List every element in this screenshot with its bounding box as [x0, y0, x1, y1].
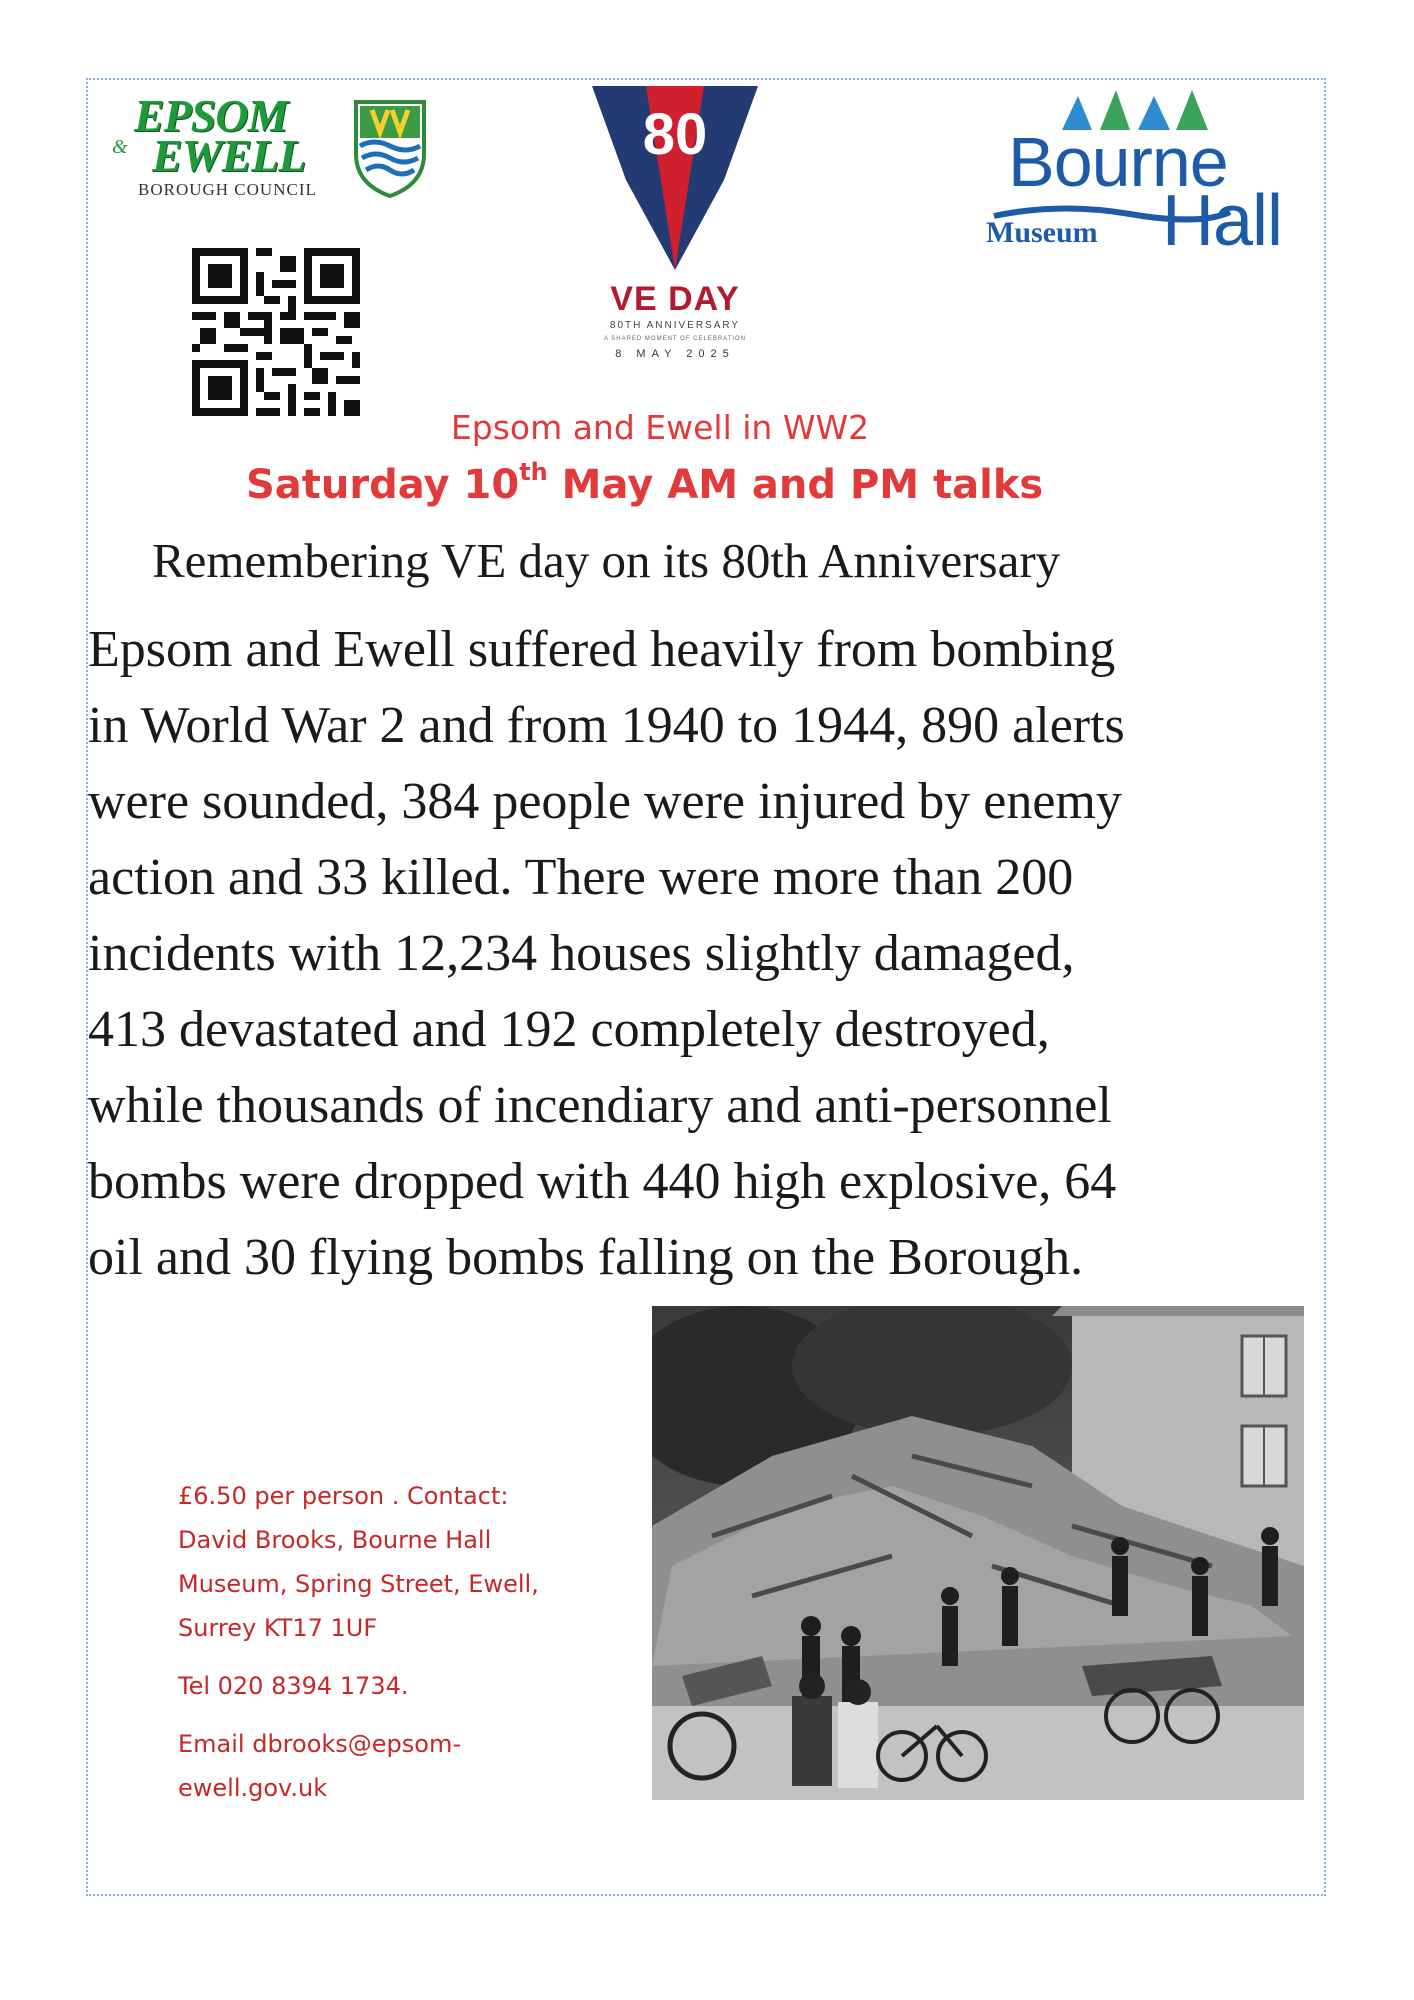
epsom-ewell-logo — [112, 90, 432, 206]
ve-day-logo — [586, 80, 764, 380]
logo-ampersand: & — [112, 136, 128, 158]
ve-day-date: 8 MAY 2025 — [615, 348, 735, 360]
poster-subtitle: Remembering VE day on its 80th Anniversary — [152, 533, 1061, 588]
paragraph-line: in World War 2 and from 1940 to 1944, 890 alerts — [88, 697, 1125, 754]
qr-code-icon[interactable] — [192, 248, 360, 416]
council-shield-icon — [352, 98, 428, 198]
bourne-hall-logo — [980, 88, 1310, 261]
price-line: £6.50 per person . Contact: — [178, 1482, 509, 1510]
paragraph-line: bombs were dropped with 440 high explosive, 64 — [88, 1153, 1117, 1210]
paragraph-line: action and 33 killed. There were more than 200 — [88, 849, 1074, 906]
paragraph-line: Epsom and Ewell suffered heavily from bombing — [88, 621, 1116, 678]
event-date-line — [246, 458, 1044, 508]
contact-telephone: Tel 020 8394 1734. — [178, 1672, 409, 1700]
contact-details — [178, 1474, 598, 1810]
paragraph-line: while thousands of incendiary and anti-personnel — [88, 1077, 1112, 1134]
ve-day-tagline: A SHARED MOMENT OF CELEBRATION — [603, 336, 747, 342]
paragraph-line: incidents with 12,234 houses slightly damaged, — [88, 925, 1075, 982]
contact-postcode-line: Surrey KT17 1UF — [178, 1614, 378, 1642]
logo-epsom-text: EPSOM — [134, 90, 288, 141]
logo-museum-text: Museum — [986, 216, 1098, 249]
logo-borough-council-text: BOROUGH COUNCIL — [138, 180, 317, 199]
contact-email-domain[interactable]: ewell.gov.uk — [178, 1774, 328, 1802]
paragraph-line: were sounded, 384 people were injured by enemy — [88, 773, 1122, 830]
logo-bourne-text: Bourne — [1008, 123, 1228, 201]
poster-title: Epsom and Ewell in WW2 — [450, 408, 870, 447]
history-paragraph — [88, 612, 1326, 1296]
contact-email-line[interactable]: Email dbrooks@epsom- — [178, 1730, 462, 1758]
contact-address-line: Museum, Spring Street, Ewell, — [178, 1570, 539, 1598]
logo-hall-text: Hall — [1162, 181, 1283, 261]
bomb-damage-photo — [652, 1306, 1304, 1800]
paragraph-line: 413 devastated and 192 completely destroyed, — [88, 1001, 1050, 1058]
ve-day-title: VE DAY — [610, 280, 740, 318]
ve-day-anniversary: 80TH ANNIVERSARY — [609, 320, 741, 331]
ve-day-emblem — [586, 80, 764, 276]
logo-ewell-text: EWELL — [152, 130, 306, 181]
event-date-ordinal: th — [519, 458, 548, 486]
epsom-ewell-wordmark — [134, 90, 306, 181]
ve-day-number: 80 — [642, 102, 708, 167]
event-date-suffix: May AM and PM talks — [547, 462, 1044, 508]
event-date-prefix: Saturday 10 — [246, 462, 520, 508]
contact-name-line: David Brooks, Bourne Hall — [178, 1526, 492, 1554]
paragraph-line: oil and 30 flying bombs falling on the Borough. — [88, 1229, 1084, 1286]
